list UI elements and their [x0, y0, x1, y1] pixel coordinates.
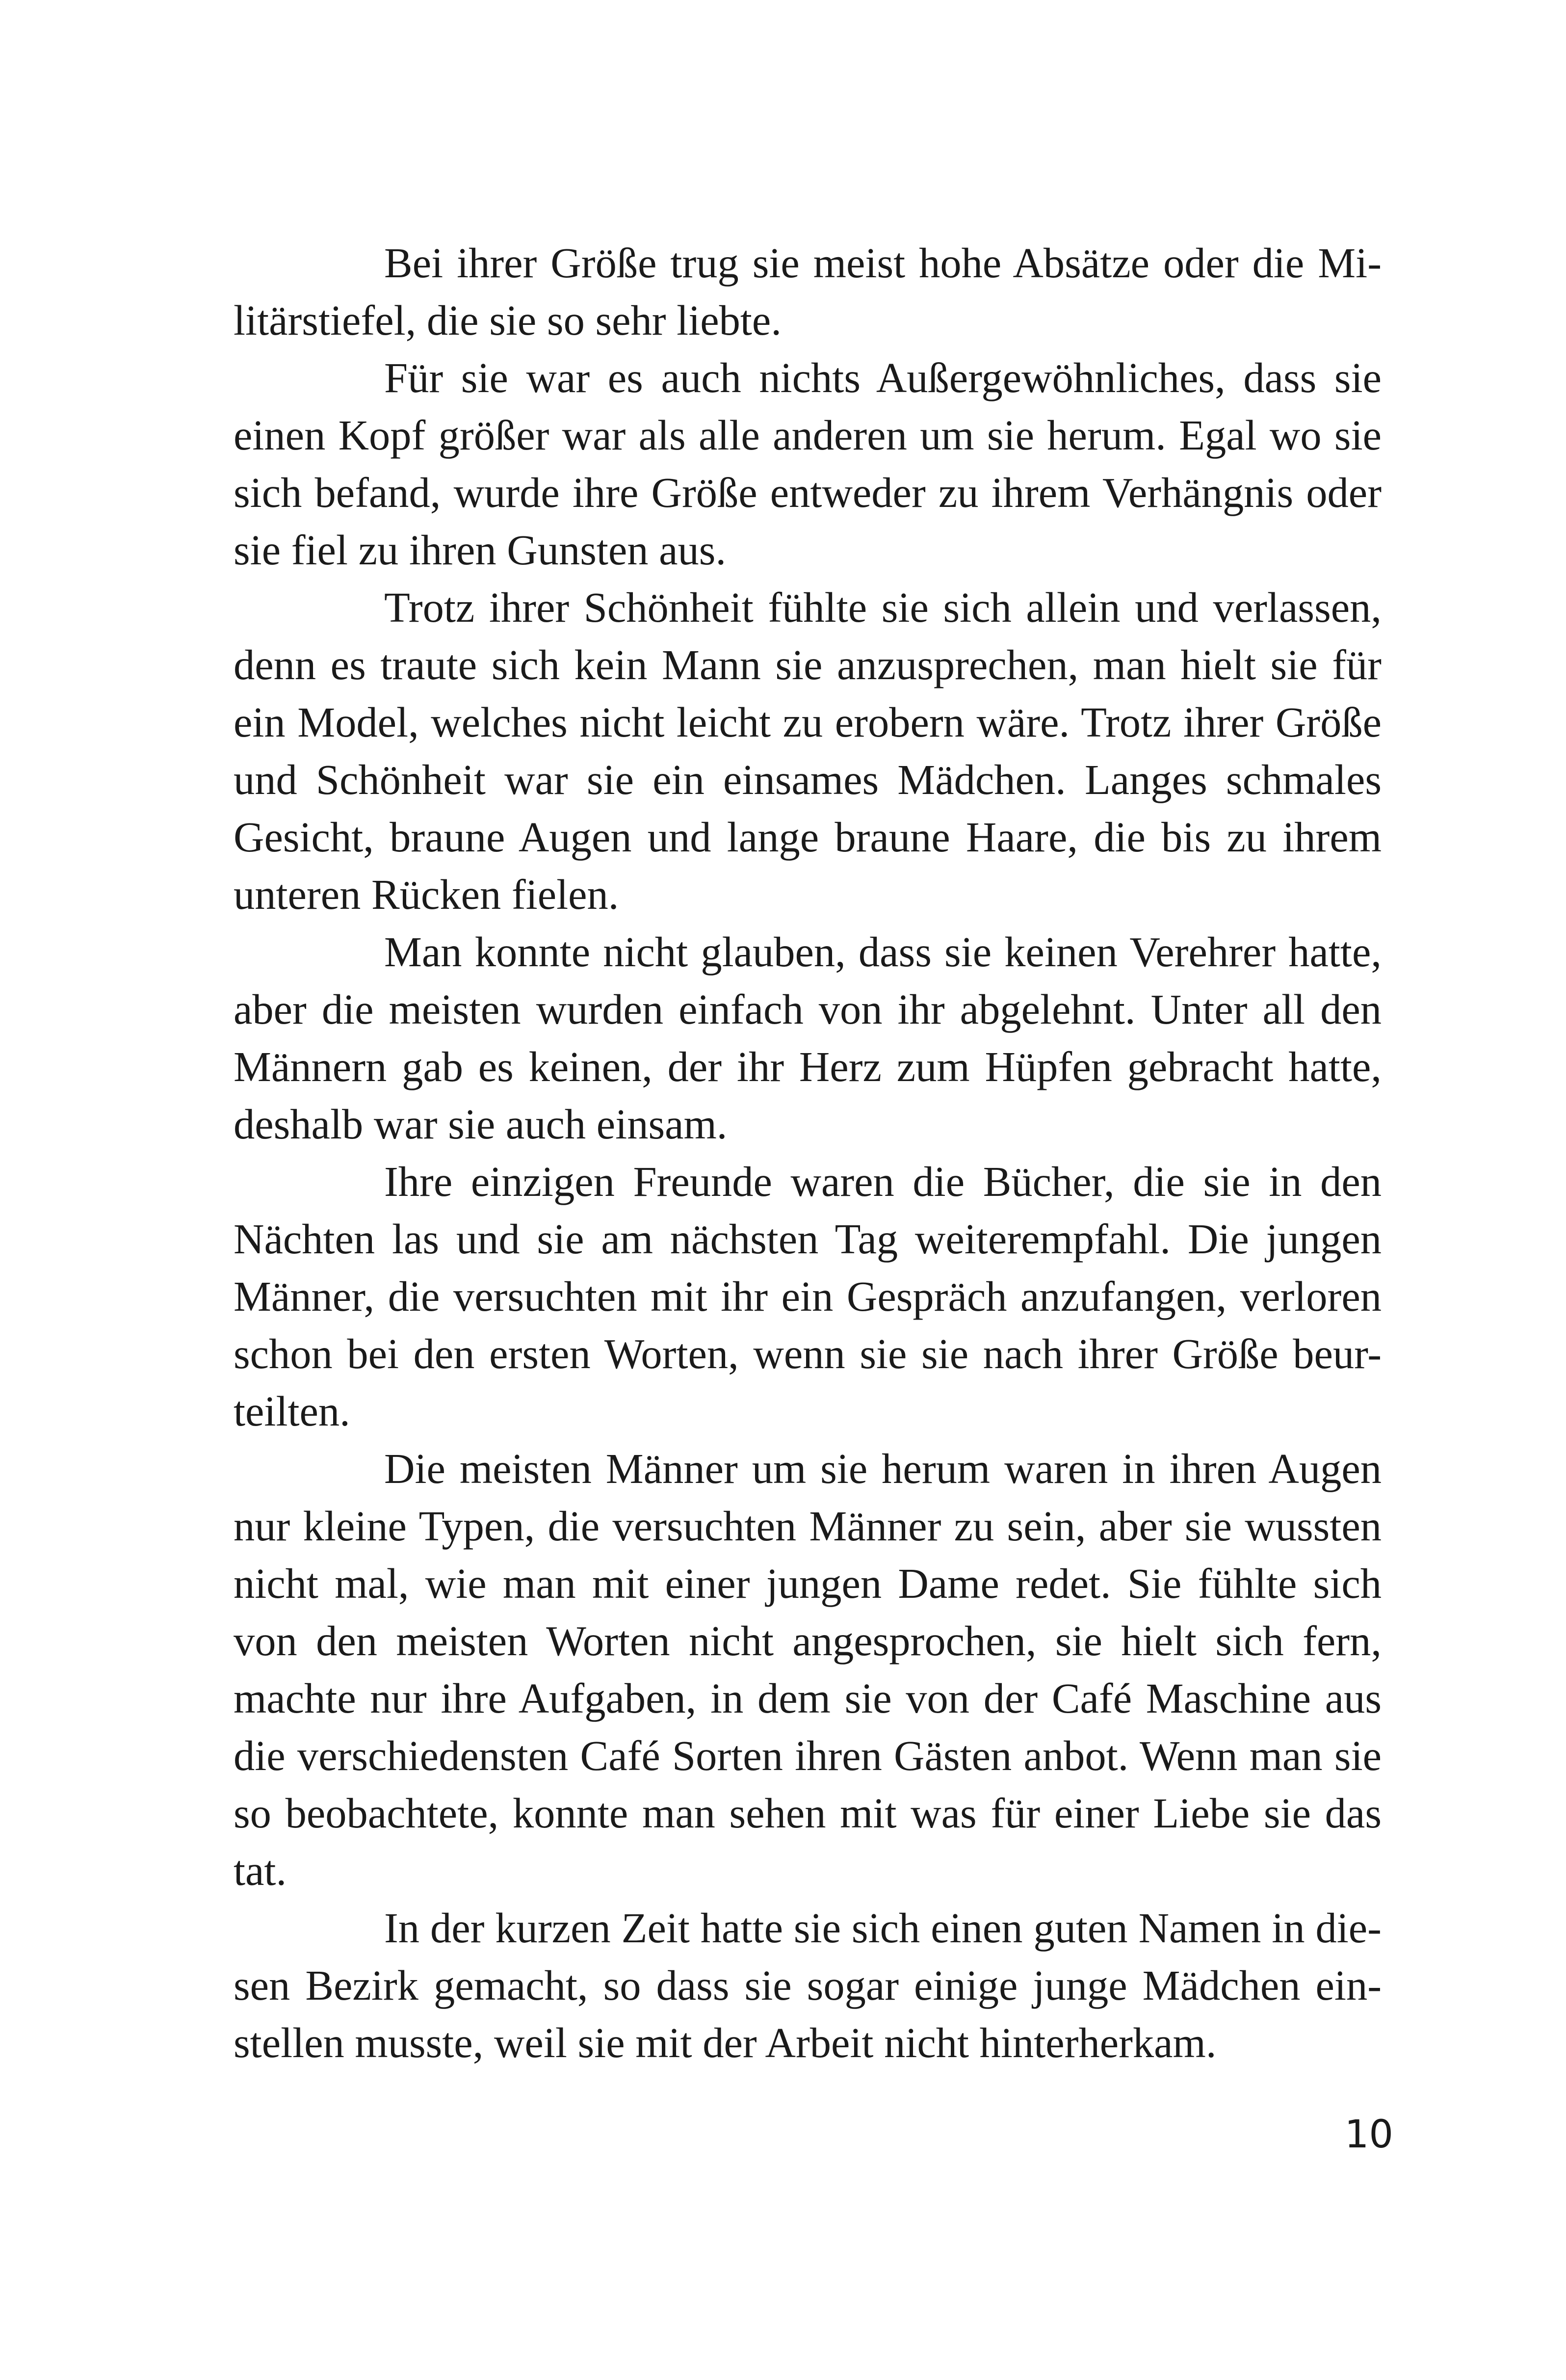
- text-line: teilten.: [234, 1388, 350, 1435]
- text-line: Nächten las und sie am nächsten Tag weiterempfahl. Die jungen: [234, 1216, 1382, 1263]
- text-line: sich befand, wurde ihre Größe entweder zu ihrem Verhängnis oder: [234, 469, 1382, 516]
- text-line: von den meisten Worten nicht angesprochen, sie hielt sich fern,: [234, 1617, 1382, 1665]
- text-line: ein Model, welches nicht leicht zu erobern wäre. Trotz ihrer Größe: [234, 699, 1382, 746]
- text-line: Gesicht, braune Augen und lange braune Haare, die bis zu ihrem: [234, 814, 1382, 861]
- text-line: so beobachtete, konnte man sehen mit was für einer Liebe sie das: [234, 1790, 1382, 1837]
- text-line: denn es traute sich kein Mann sie anzusprechen, man hielt sie für: [234, 641, 1382, 688]
- text-line: schon bei den ersten Worten, wenn sie sie nach ihrer Größe beur-: [234, 1330, 1382, 1377]
- text-line: die verschiedensten Café Sorten ihren Gästen anbot. Wenn man sie: [234, 1732, 1382, 1779]
- body-text: [234, 235, 1382, 2072]
- text-line: sie fiel zu ihren Gunsten aus.: [234, 527, 727, 574]
- text-line: aber die meisten wurden einfach von ihr abgelehnt. Unter all den: [234, 986, 1382, 1033]
- text-line: Trotz ihrer Schönheit fühlte sie sich allein und verlassen,: [384, 584, 1382, 631]
- page-number: 10: [1344, 2113, 1393, 2157]
- text-line: nur kleine Typen, die versuchten Männer zu sein, aber sie wussten: [234, 1503, 1382, 1550]
- text-line: Ihre einzigen Freunde waren die Bücher, die sie in den: [384, 1158, 1382, 1205]
- text-line: sen Bezirk gemacht, so dass sie sogar einige junge Mädchen ein-: [234, 1962, 1382, 2009]
- text-line: machte nur ihre Aufgaben, in dem sie von der Café Maschine aus: [234, 1675, 1382, 1722]
- text-line: Männer, die versuchten mit ihr ein Gespräch anzufangen, verloren: [234, 1273, 1382, 1320]
- text-line: Für sie war es auch nichts Außergewöhnliches, dass sie: [384, 354, 1382, 401]
- text-line: Die meisten Männer um sie herum waren in ihren Augen: [384, 1445, 1382, 1492]
- text-line: einen Kopf größer war als alle anderen um sie herum. Egal wo sie: [234, 412, 1382, 459]
- text-line: Bei ihrer Größe trug sie meist hohe Absätze oder die Mi-: [384, 239, 1382, 287]
- text-line: Man konnte nicht glauben, dass sie keinen Verehrer hatte,: [384, 928, 1382, 976]
- text-line: deshalb war sie auch einsam.: [234, 1101, 728, 1148]
- text-line: litärstiefel, die sie so sehr liebte.: [234, 297, 782, 344]
- text-line: tat.: [234, 1847, 287, 1894]
- text-line: Männern gab es keinen, der ihr Herz zum Hüpfen gebracht hatte,: [234, 1043, 1382, 1090]
- text-line: In der kurzen Zeit hatte sie sich einen guten Namen in die-: [384, 1904, 1382, 1952]
- text-line: nicht mal, wie man mit einer jungen Dame redet. Sie fühlte sich: [234, 1560, 1382, 1607]
- text-line: und Schönheit war sie ein einsames Mädchen. Langes schmales: [234, 756, 1382, 803]
- text-line: stellen musste, weil sie mit der Arbeit nicht hinterherkam.: [234, 2019, 1217, 2066]
- text-line: unteren Rücken fielen.: [234, 871, 619, 918]
